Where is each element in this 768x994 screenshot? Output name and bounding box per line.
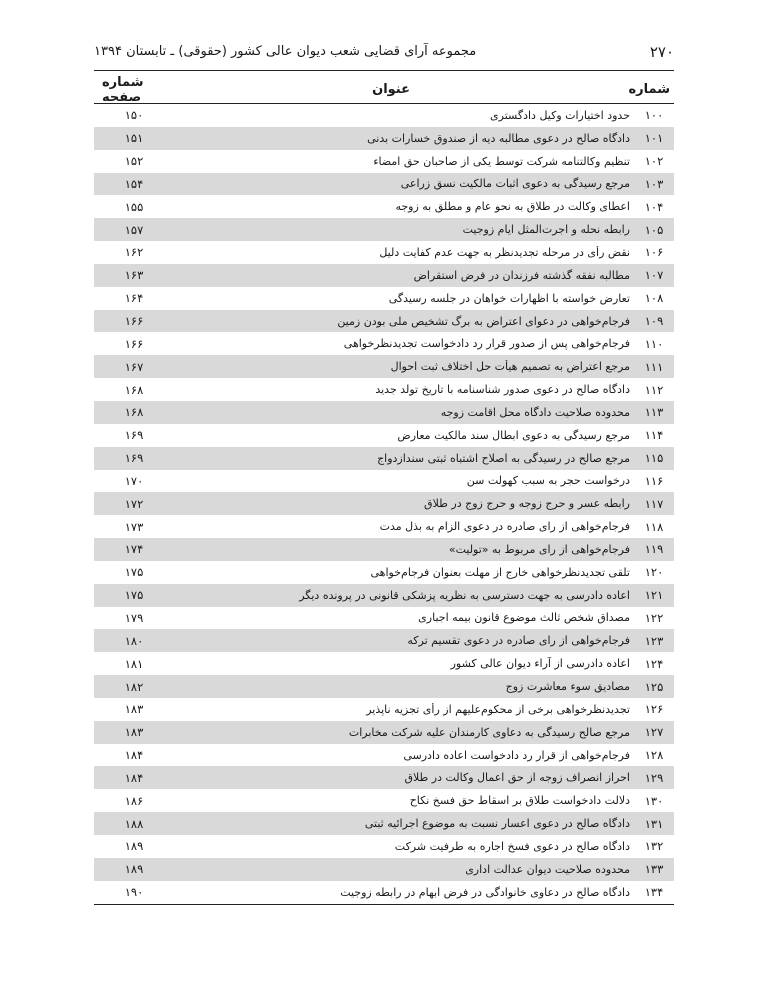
row-number: ۱۰۰ [644,108,664,123]
row-title: اعطای وکالت در طلاق به نحو عام و مطلق به زوجه [395,200,630,214]
row-number: ۱۱۸ [644,519,664,534]
table-row [94,607,674,630]
row-title: محدوده صلاحیت دیوان عدالت اداری [465,862,630,876]
table-row [94,629,674,652]
row-page-number: ۱۶۴ [124,291,144,306]
row-number: ۱۳۰ [644,793,664,808]
row-title: مرجع اعتراض به تصمیم هیأت حل اختلاف ثبت احوال [390,360,630,374]
running-title: مجموعه آرای قضایی شعب دیوان عالی کشور (حقوقی) ـ تابستان ۱۳۹۴ [94,44,477,59]
row-number: ۱۲۸ [644,748,664,763]
row-number: ۱۱۷ [644,496,664,511]
row-title: اعاده دادرسی از آراء دیوان عالی کشور [450,657,630,671]
row-title: نقض رأی در مرحله تجدیدنظر به جهت عدم کفایت دلیل [379,245,630,259]
row-title: حدود اختیارات وکیل دادگستری [490,108,630,122]
row-number: ۱۲۱ [644,588,664,603]
row-title: رابطه عسر و حرج زوجه و حرج زوج در طلاق [424,497,630,511]
table-row [94,447,674,470]
table-row [94,173,674,196]
row-number: ۱۰۵ [644,222,664,237]
row-page-number: ۱۵۴ [124,176,144,191]
table-row [94,766,674,789]
row-number: ۱۰۲ [644,154,664,169]
row-page-number: ۱۶۶ [124,336,144,351]
row-page-number: ۱۶۲ [124,245,144,260]
row-number: ۱۱۰ [644,336,664,351]
row-title: تلقی تجدیدنظرخواهی خارج از مهلت بعنوان فرجام‌خواهی [370,565,630,579]
row-title: مرجع صالح در رسیدگی به اصلاح اشتباه ثبتی سندازدواج [377,451,630,465]
row-number: ۱۲۹ [644,770,664,785]
row-title: مرجع رسیدگی به دعوی ابطال سند مالکیت معارض [397,428,630,442]
row-title: تنظیم وکالتنامه شرکت توسط یکی از صاحبان حق امضاء [373,154,630,168]
row-title: دادگاه صالح در دعوی مطالبه دیه از صندوق خسارات بدنی [367,131,630,145]
row-title: مصادیق سوء معاشرت زوج [505,680,630,694]
table-row [94,789,674,812]
table-row [94,241,674,264]
table-row [94,652,674,675]
table-row [94,492,674,515]
row-title: فرجام‌خواهی از رای مربوط به «تولیت» [448,542,630,556]
row-page-number: ۱۶۹ [124,451,144,466]
table-row [94,424,674,447]
column-header-number: شماره [628,82,670,97]
row-page-number: ۱۷۹ [124,610,144,625]
row-number: ۱۲۶ [644,702,664,717]
row-title: دادگاه صالح در دعوی صدور شناسنامه با تاریخ تولد جدید [375,383,630,397]
table-row [94,744,674,767]
table-row [94,264,674,287]
row-page-number: ۱۸۰ [124,633,144,648]
row-page-number: ۱۸۳ [124,702,144,717]
row-title: مرجع رسیدگی به دعوی اثبات مالکیت نسق زراعی [400,177,630,191]
row-number: ۱۰۷ [644,268,664,283]
table-row [94,332,674,355]
row-number: ۱۲۷ [644,725,664,740]
page-number: ۲۷۰ [649,43,674,61]
row-number: ۱۲۳ [644,633,664,648]
row-page-number: ۱۵۰ [124,108,144,123]
row-title: دادگاه صالح در دعاوی خانوادگی در فرض ابهام در رابطه زوجیت [340,885,630,899]
table-row [94,561,674,584]
row-page-number: ۱۵۱ [124,131,144,146]
row-title: فرجام‌خواهی از رای صادره در دعوی تقسیم ترکه [407,634,630,648]
row-page-number: ۱۷۲ [124,496,144,511]
row-page-number: ۱۷۳ [124,519,144,534]
row-page-number: ۱۶۷ [124,359,144,374]
row-number: ۱۱۵ [644,451,664,466]
row-title: محدوده صلاحیت دادگاه محل اقامت زوجه [440,405,630,419]
table-row [94,104,674,127]
row-number: ۱۳۳ [644,862,664,877]
row-title: مرجع صالح رسیدگی به دعاوی کارمندان علیه شرکت مخابرات [348,725,630,739]
row-page-number: ۱۸۸ [124,816,144,831]
table-row [94,812,674,835]
column-header-title: عنوان [372,82,410,97]
row-title: اعاده دادرسی به جهت دسترسی به نظریه پزشکی قانونی در پرونده دیگر [299,588,630,602]
row-title: فرجام‌خواهی از رای صادره در دعوی الزام به بذل مدت [379,520,630,534]
page-header [94,43,674,67]
row-number: ۱۰۱ [644,131,664,146]
row-number: ۱۰۸ [644,291,664,306]
row-number: ۱۱۹ [644,542,664,557]
row-page-number: ۱۵۲ [124,154,144,169]
table-row [94,858,674,881]
row-page-number: ۱۸۹ [124,839,144,854]
table-row [94,195,674,218]
table-row [94,675,674,698]
table-row [94,835,674,858]
row-page-number: ۱۸۱ [124,656,144,671]
row-page-number: ۱۸۳ [124,725,144,740]
row-page-number: ۱۶۸ [124,405,144,420]
row-title: فرجام‌خواهی از قرار رد دادخواست اعاده دادرسی [403,748,630,762]
table-row [94,881,674,904]
row-number: ۱۱۶ [644,473,664,488]
row-number: ۱۱۲ [644,382,664,397]
row-number: ۱۰۴ [644,199,664,214]
row-title: رابطه نحله و اجرت‌المثل ایام زوجیت [462,223,630,237]
row-page-number: ۱۵۷ [124,222,144,237]
table-row [94,127,674,150]
row-page-number: ۱۹۰ [124,885,144,900]
row-title: دلالت دادخواست طلاق بر اسقاط حق فسخ نکاح [409,794,630,808]
table-row [94,218,674,241]
table-row [94,470,674,493]
table-row [94,538,674,561]
row-number: ۱۰۶ [644,245,664,260]
row-page-number: ۱۵۵ [124,199,144,214]
row-page-number: ۱۷۴ [124,542,144,557]
row-page-number: ۱۷۵ [124,588,144,603]
row-page-number: ۱۷۰ [124,473,144,488]
table-header [94,76,674,104]
row-number: ۱۳۲ [644,839,664,854]
row-number: ۱۰۹ [644,314,664,329]
bottom-rule [94,904,674,905]
table-row [94,584,674,607]
row-title: تعارض خواسته با اظهارات خواهان در جلسه رسیدگی [388,291,630,305]
row-title: فرجام‌خواهی پس از صدور قرار رد دادخواست تجدیدنظرخواهی [343,337,630,351]
row-page-number: ۱۶۹ [124,428,144,443]
table-row [94,378,674,401]
row-number: ۱۳۴ [644,885,664,900]
row-page-number: ۱۸۹ [124,862,144,877]
table-row [94,401,674,424]
row-number: ۱۲۴ [644,656,664,671]
row-title: درخواست حجر به سبب کهولت سن [466,474,630,488]
table-body [94,104,674,904]
row-number: ۱۳۱ [644,816,664,831]
row-number: ۱۰۳ [644,176,664,191]
table-row [94,355,674,378]
row-page-number: ۱۸۴ [124,770,144,785]
row-number: ۱۲۲ [644,610,664,625]
table-row [94,721,674,744]
table-row [94,150,674,173]
row-number: ۱۲۰ [644,565,664,580]
row-page-number: ۱۸۴ [124,748,144,763]
row-title: فرجام‌خواهی در دعوای اعتراض به برگ تشخیص ملی بودن زمین [337,314,630,328]
row-number: ۱۱۳ [644,405,664,420]
table-of-contents [94,76,674,905]
row-number: ۱۱۴ [644,428,664,443]
table-row [94,287,674,310]
row-title: تجدیدنظرخواهی برخی از محکوم‌علیهم از رأی تجزیه ناپذیر [366,702,630,716]
row-number: ۱۱۱ [644,359,664,374]
row-title: دادگاه صالح در دعوی اعسار نسبت به موضوع اجرائیه ثبتی [364,817,630,831]
row-title: دادگاه صالح در دعوی فسخ اجاره به طرفیت شرکت [394,839,630,853]
row-page-number: ۱۶۸ [124,382,144,397]
row-page-number: ۱۸۶ [124,793,144,808]
table-row [94,698,674,721]
row-title: مصداق شخص ثالث موضوع قانون بیمه اجباری [418,611,630,625]
header-rule [94,70,674,71]
row-page-number: ۱۷۵ [124,565,144,580]
table-row [94,310,674,333]
column-header-page: شماره صفحه [102,74,144,105]
row-page-number: ۱۶۳ [124,268,144,283]
table-row [94,515,674,538]
row-title: احراز انصراف زوجه از حق اعمال وکالت در طلاق [404,771,630,785]
row-page-number: ۱۶۶ [124,314,144,329]
row-title: مطالبه نفقه گذشته فرزندان در فرض استقراض [413,268,630,282]
row-number: ۱۲۵ [644,679,664,694]
row-page-number: ۱۸۲ [124,679,144,694]
